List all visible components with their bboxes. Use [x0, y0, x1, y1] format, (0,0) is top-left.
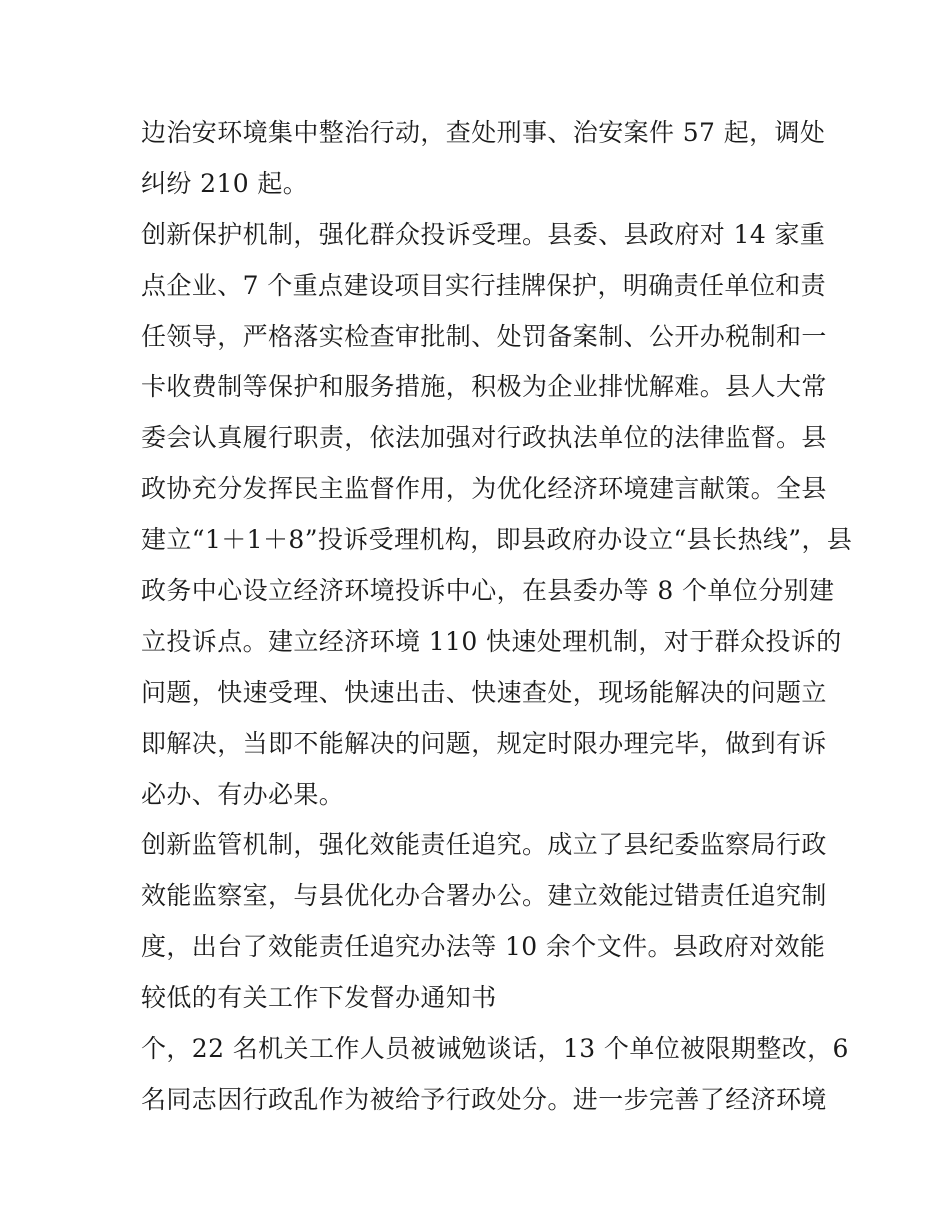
body-text [141, 108, 853, 1126]
text-line: 纠纷 210 起。 [141, 168, 309, 198]
text-line: 政务中心设立经济环境投诉中心，在县委办等 8 个单位分别建 [141, 576, 835, 606]
text-line: 任领导，严格落实检查审批制、处罚备案制、公开办税制和一 [141, 321, 827, 351]
text-line: 问题，快速受理、快速出击、快速查处，现场能解决的问题立 [141, 677, 827, 707]
text-line: 政协充分发挥民主监督作用，为优化经济环境建言献策。全县 [141, 474, 827, 504]
text-line: 名同志因行政乱作为被给予行政处分。进一步完善了经济环境 [141, 1084, 827, 1114]
text-line: 点企业、7 个重点建设项目实行挂牌保护，明确责任单位和责 [141, 270, 827, 300]
text-line: 立投诉点。建立经济环境 110 快速处理机制，对于群众投诉的 [141, 626, 842, 656]
text-line: 较低的有关工作下发督办通知书 [141, 983, 497, 1013]
text-line: 必办、有办必果。 [141, 779, 345, 809]
text-line: 卡收费制等保护和服务措施，积极为企业排忧解难。县人大常 [141, 372, 827, 402]
text-line: 个，22 名机关工作人员被诫勉谈话，13 个单位被限期整改，6 [141, 1034, 849, 1064]
text-line: 度，出台了效能责任追究办法等 10 余个文件。县政府对效能 [141, 932, 826, 962]
text-line: 边治安环境集中整治行动，查处刑事、治安案件 57 起，调处 [141, 118, 826, 147]
text-line: 效能监察室，与县优化办合署办公。建立效能过错责任追究制 [141, 881, 827, 911]
text-line: 建立“1＋1＋8”投诉受理机构，即县政府办设立“县长热线”，县 [141, 525, 853, 555]
text-line: 即解决，当即不能解决的问题，规定时限办理完毕，做到有诉 [141, 728, 827, 758]
text-line: 创新保护机制，强化群众投诉受理。县委、县政府对 14 家重 [141, 219, 826, 249]
text-line: 委会认真履行职责，依法加强对行政执法单位的法律监督。县 [141, 423, 827, 453]
text-line: 创新监管机制，强化效能责任追究。成立了县纪委监察局行政 [141, 830, 827, 860]
